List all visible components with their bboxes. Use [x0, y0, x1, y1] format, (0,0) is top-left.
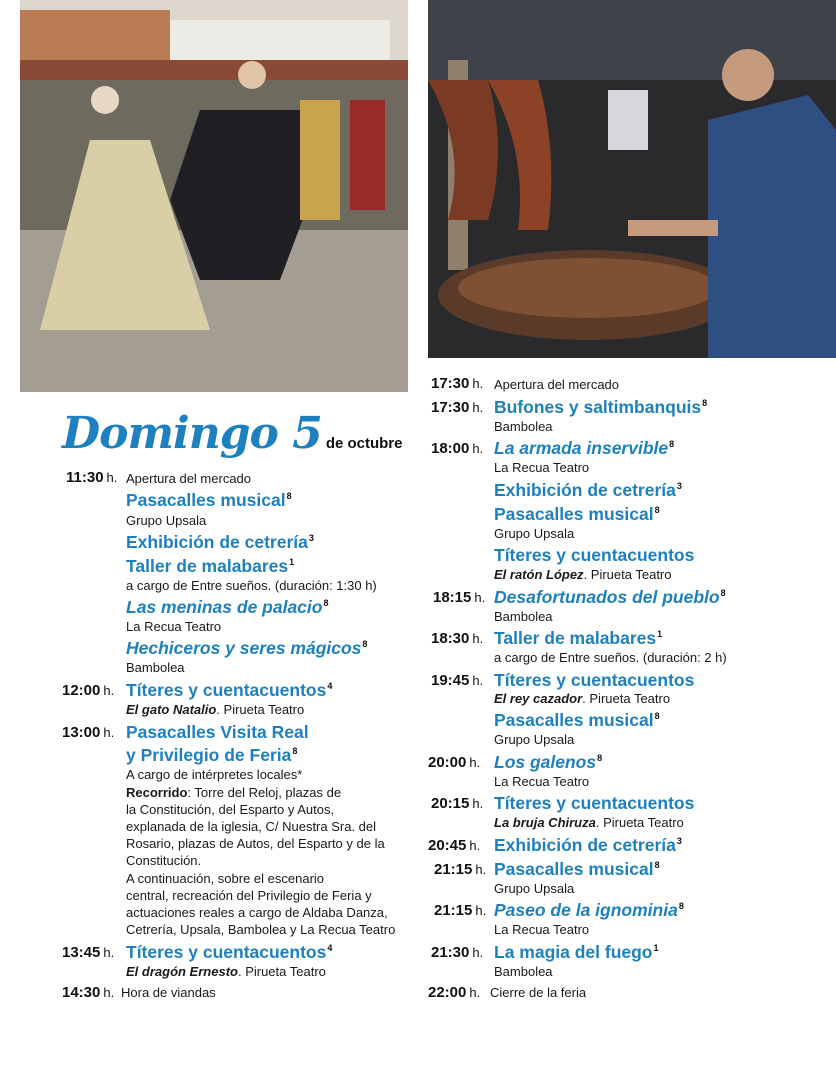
- day-heading: [62, 408, 403, 459]
- street-parade-photo: [20, 0, 408, 392]
- event-text: Apertura del mercado: [494, 377, 620, 392]
- event-title: y Privilegio de Feria$^8$: [126, 745, 298, 765]
- time-label: 21:15 h.: [434, 902, 487, 919]
- time-label: 17:30 h.: [431, 399, 484, 416]
- event-title: Los galenos$^8$: [494, 752, 603, 772]
- time-label: 20:15 h.: [431, 795, 484, 812]
- event-detail: A continuación, sobre el escenario: [126, 871, 325, 886]
- event-company: La Recua Teatro: [126, 619, 222, 634]
- event-title: La magia del fuego$^1$: [494, 942, 659, 962]
- time-label: 11:30 h.: [66, 469, 118, 486]
- time-label: 21:15 h.: [434, 861, 487, 878]
- route-text: Rosario, plazas de Autos, del Esparto y de la: [126, 836, 385, 851]
- event-company: Bambolea: [494, 609, 553, 624]
- event-title: Exhibición de cetrería$^3$: [494, 835, 682, 855]
- time-label: 18:00 h.: [431, 440, 484, 457]
- event-company: Bambolea: [126, 660, 185, 675]
- day-title: Domingo 5: [62, 408, 322, 459]
- event-company: Grupo Upsala: [126, 513, 207, 528]
- event-title: Pasacalles musical$^8$: [494, 859, 660, 879]
- time-label: 18:15 h.: [433, 589, 486, 606]
- time-label: 12:00 h.: [62, 682, 115, 699]
- event-company: Bambolea: [494, 964, 553, 979]
- time-label: 20:00 h.: [428, 754, 481, 771]
- grill-vendor-photo: [428, 0, 836, 358]
- route-text: explanada de la iglesia, C/ Nuestra Sra. del: [126, 819, 377, 834]
- time-label: 22:00 h.: [428, 984, 481, 1001]
- event-title: Hechiceros y seres mágicos$^8$: [126, 638, 368, 658]
- event-title: Paseo de la ignominia$^8$: [494, 900, 684, 920]
- event-company: El gato Natalio. Pirueta Teatro: [126, 702, 305, 717]
- event-text: Apertura del mercado: [126, 471, 252, 486]
- event-title: Títeres y cuentacuentos: [494, 670, 695, 690]
- event-company: Grupo Upsala: [494, 881, 575, 896]
- time-label: 13:00 h.: [62, 724, 115, 741]
- day-subtitle: de octubre: [325, 435, 403, 452]
- event-title: Títeres y cuentacuentos$^4$: [126, 680, 333, 700]
- time-label: 20:45 h.: [428, 837, 481, 854]
- event-title: Títeres y cuentacuentos: [494, 793, 695, 813]
- time-label: 18:30 h.: [431, 630, 484, 647]
- route-text: Constitución.: [126, 853, 202, 868]
- event-title: La armada inservible$^8$: [494, 438, 675, 458]
- event-company: Grupo Upsala: [494, 526, 575, 541]
- event-title: Pasacalles musical$^8$: [126, 490, 292, 510]
- event-company: La Recua Teatro: [494, 922, 590, 937]
- event-title: Títeres y cuentacuentos$^4$: [126, 942, 333, 962]
- event-detail: central, recreación del Privilegio de Feria y: [126, 888, 372, 903]
- event-detail: a cargo de Entre sueños. (duración: 2 h): [494, 650, 727, 665]
- event-company: Grupo Upsala: [494, 732, 575, 747]
- event-title: Las meninas de palacio$^8$: [126, 597, 329, 617]
- event-text: Hora de viandas: [121, 985, 216, 1000]
- time-label: 19:45 h.: [431, 672, 484, 689]
- event-detail: A cargo de intérpretes locales*: [126, 767, 303, 782]
- event-company: La bruja Chiruza. Pirueta Teatro: [494, 815, 684, 830]
- event-title: Pasacalles Visita Real: [126, 722, 309, 742]
- event-detail: Cetrería, Upsala, Bambolea y La Recua Teatro: [126, 922, 396, 937]
- event-company: El rey cazador. Pirueta Teatro: [494, 691, 671, 706]
- event-detail: a cargo de Entre sueños. (duración: 1:30 h): [126, 578, 377, 593]
- event-title: Pasacalles musical$^8$: [494, 504, 660, 524]
- event-detail: actuaciones reales a cargo de Aldaba Danza,: [126, 905, 388, 920]
- event-company: La Recua Teatro: [494, 774, 590, 789]
- event-title: Taller de malabares$^1$: [494, 628, 663, 648]
- event-company: El ratón López. Pirueta Teatro: [494, 567, 672, 582]
- event-company: Bambolea: [494, 419, 553, 434]
- event-title: Pasacalles musical$^8$: [494, 710, 660, 730]
- event-title: Títeres y cuentacuentos: [494, 545, 695, 565]
- event-title: Exhibición de cetrería$^3$: [126, 532, 314, 552]
- route-text: la Constitución, del Esparto y Autos,: [126, 802, 335, 817]
- event-company: La Recua Teatro: [494, 460, 590, 475]
- time-label: 17:30 h.: [431, 375, 484, 392]
- event-title: Desafortunados del pueblo$^8$: [494, 587, 726, 607]
- time-label: 21:30 h.: [431, 944, 484, 961]
- event-text: Cierre de la feria: [490, 985, 587, 1000]
- route-text: Recorrido: Torre del Reloj, plazas de: [126, 785, 342, 800]
- event-company: El dragón Ernesto. Pirueta Teatro: [126, 964, 326, 979]
- time-label: 14:30 h.: [62, 984, 115, 1001]
- event-title: Bufones y saltimbanquis$^8$: [494, 397, 708, 417]
- time-label: 13:45 h.: [62, 944, 115, 961]
- event-title: Taller de malabares$^1$: [126, 556, 295, 576]
- event-title: Exhibición de cetrería$^3$: [494, 480, 682, 500]
